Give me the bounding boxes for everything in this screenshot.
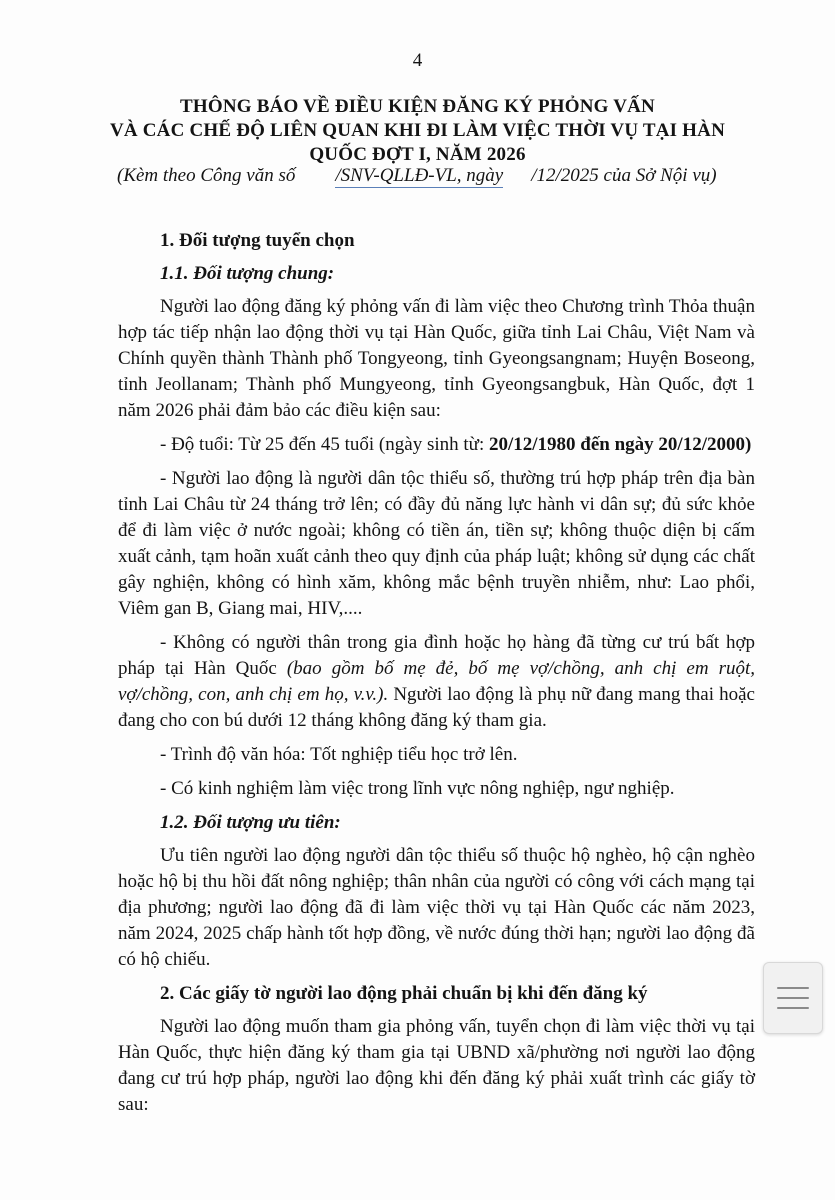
document-title (90, 95, 745, 167)
section-1-intro: Người lao động đăng ký phỏng vấn đi làm việc theo Chương trình Thỏa thuận hợp tác tiếp nhận lao động thời vụ tại Hàn Quốc, giữa tỉnh Lai Châu, Việt Nam và Chính quyền thành Thành phố Tongyeong, tỉnh Gyeongsangnam; Huyện Boseong, tỉnh Jeollanam; Thành phố Mungyeong, tỉnh Gyeongsangbuk, Hàn Quốc, đợt 1 năm 2026 phải đảm bảo các điều kiện sau: (118, 296, 755, 421)
section-2-heading: 2. Các giấy tờ người lao động phải chuẩn bị khi đến đăng ký (160, 983, 648, 1004)
section-1-2-heading: 1.2. Đối tượng ưu tiên: (160, 812, 341, 833)
relatives-suffix: Người lao động là phụ nữ đang mang thai hoặc đang cho con bú dưới 12 tháng không đăng ký tham gia. (118, 684, 755, 731)
title-line-2: VÀ CÁC CHẾ ĐỘ LIÊN QUAN KHI ĐI LÀM VIỆC THỜI VỤ TẠI HÀN (109, 120, 726, 141)
age-condition (118, 432, 755, 458)
priority-paragraph: Ưu tiên người lao động người dân tộc thiểu số thuộc hộ nghèo, hộ cận nghèo hoặc hộ bị thu hồi đất nông nghiệp; thân nhân của người có công với cách mạng tại địa phương; người lao động đã đi làm việc thời vụ tại Hàn Quốc các năm 2023, năm 2024, 2025 chấp hành tốt hợp đồng, về nước đúng thời hạn; người lao động đã có hộ chiếu. (118, 845, 755, 970)
education-condition: - Trình độ văn hóa: Tốt nghiệp tiểu học trở lên. (160, 744, 518, 765)
relatives-prefix: - Không có người thân trong gia đình hoặc họ hàng đã từng cư trú bất hợp pháp tại Hàn Quốc (118, 632, 755, 679)
title-line-3: QUỐC ĐỢT I, NĂM 2026 (309, 144, 526, 165)
age-prefix: - Độ tuổi: Từ 25 đến 45 tuổi (ngày sinh từ: (160, 434, 489, 455)
resident-condition: - Người lao động là người dân tộc thiểu số, thường trú hợp pháp trên địa bàn tỉnh Lai Châu từ 24 tháng trở lên; có đầy đủ năng lực hành vi dân sự; đủ sức khỏe để đi làm việc ở nước ngoài; không có tiền án, tiền sự; không thuộc diện bị cấm xuất cảnh, tạm hoãn xuất cảnh theo quy định của pháp luật; không sử dụng các chất gây nghiện, không có hình xăm, không mắc bệnh truyền nhiễm, như: Lao phổi, Viêm gan B, Giang mai, HIV,.... (118, 468, 755, 619)
reference-part-3: /12/2025 của Sở Nội vụ) (531, 165, 717, 186)
title-line-1: THÔNG BÁO VỀ ĐIỀU KIỆN ĐĂNG KÝ PHỎNG VẤN (180, 96, 655, 117)
section-2-intro: Người lao động muốn tham gia phỏng vấn, tuyển chọn đi làm việc thời vụ tại Hàn Quốc, thực hiện đăng ký tham gia tại UBND xã/phường nơi người lao động đang cư trú hợp pháp, người lao động khi đến đăng ký phải xuất trình các giấy tờ sau: (118, 1016, 755, 1115)
reference-part-2: /SNV-QLLĐ-VL, ngày (335, 165, 504, 186)
document-body (118, 228, 755, 1126)
experience-condition: - Có kinh nghiệm làm việc trong lĩnh vực nông nghiệp, ngư nghiệp. (160, 778, 675, 799)
hamburger-menu-icon[interactable] (763, 962, 823, 1034)
section-1-1-heading: 1.1. Đối tượng chung: (160, 263, 335, 284)
relatives-condition (118, 630, 755, 734)
page-number: 4 (412, 50, 423, 71)
reference-part-1: (Kèm theo Công văn số (117, 165, 296, 186)
age-dates: 20/12/1980 đến ngày 20/12/2000) (488, 434, 752, 455)
reference-line (117, 164, 767, 188)
relatives-italic: (bao gồm bố mẹ đẻ, bố mẹ vợ/chồng, anh chị em ruột, vợ/chồng, con, anh chị em họ, v.v.). (118, 658, 755, 705)
section-1-heading: 1. Đối tượng tuyển chọn (160, 230, 355, 251)
